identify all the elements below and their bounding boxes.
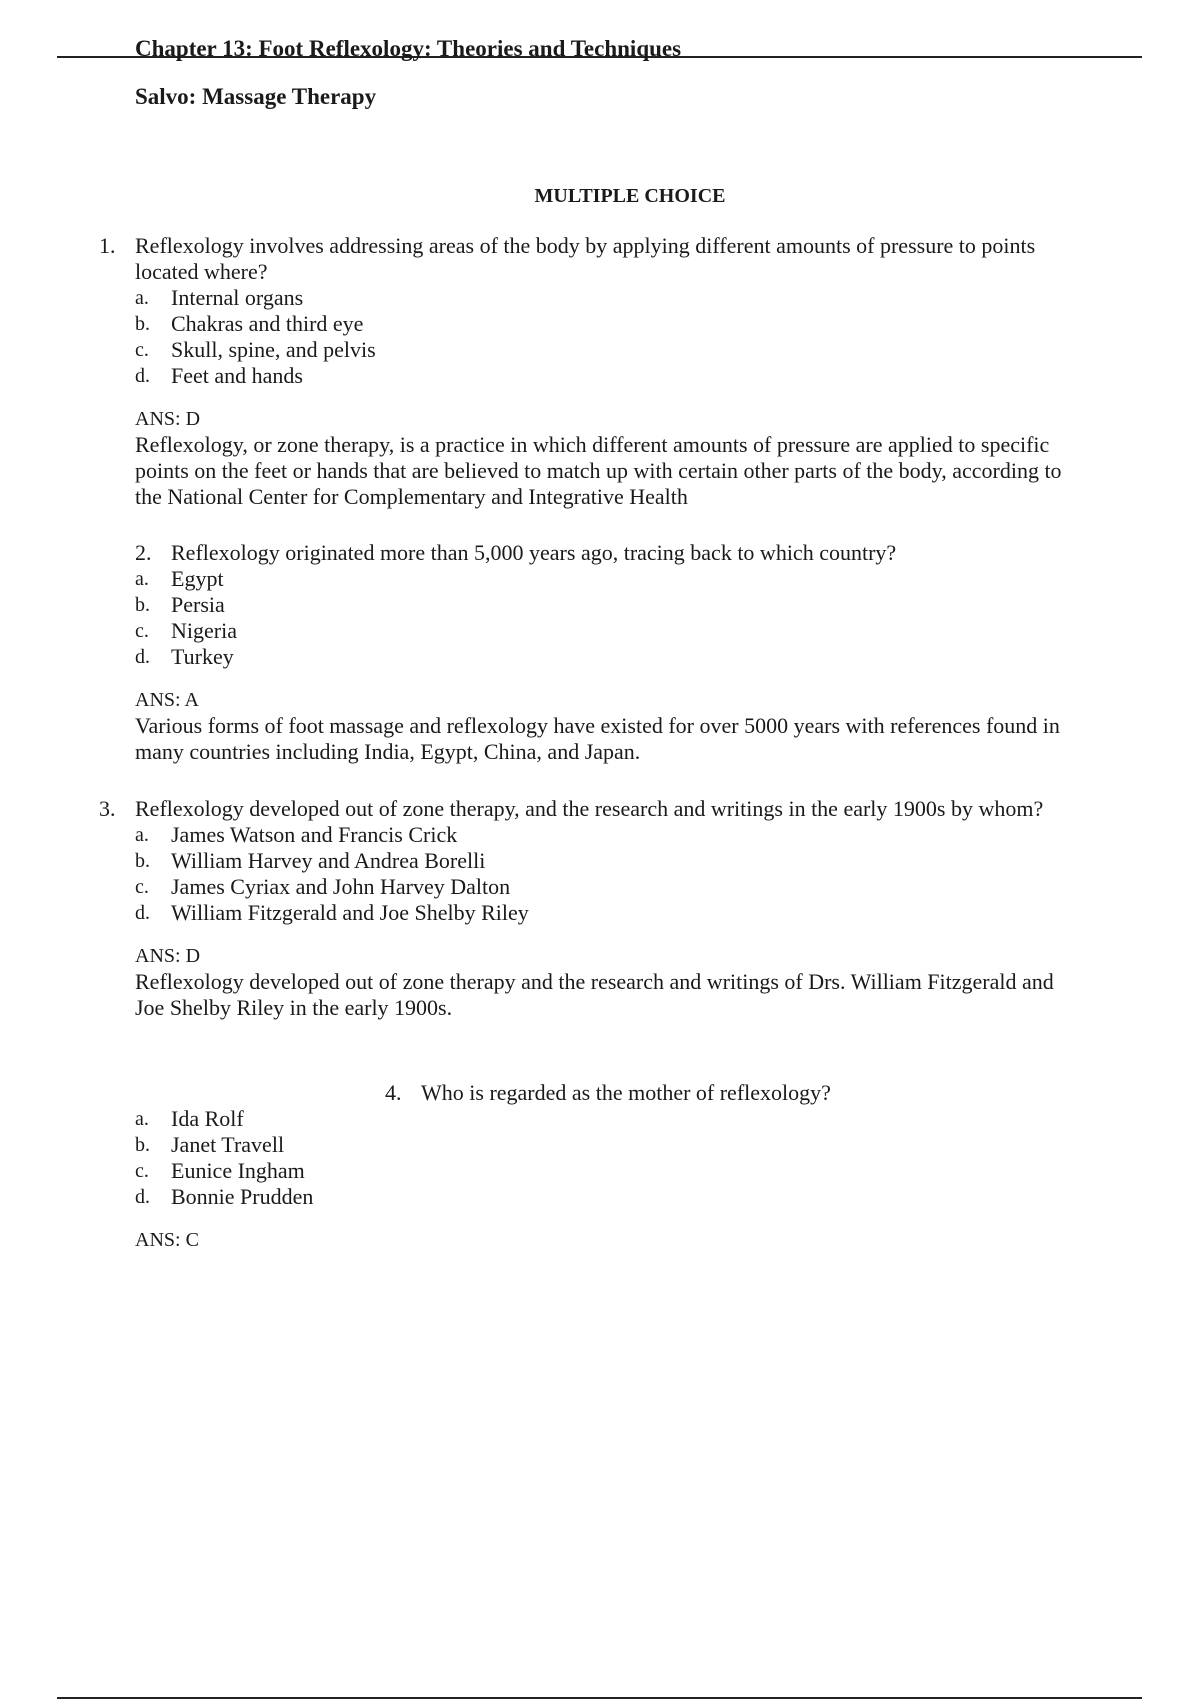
option-c xyxy=(135,618,1075,644)
option-c xyxy=(135,337,1075,363)
option-list xyxy=(135,566,1075,670)
question-number: 2. xyxy=(135,540,152,565)
option-d xyxy=(135,900,1075,926)
option-letter: a. xyxy=(135,1108,149,1130)
question-2 xyxy=(135,540,1075,765)
option-letter: c. xyxy=(135,1160,149,1182)
option-letter: a. xyxy=(135,568,149,590)
question-number: 3. xyxy=(99,796,116,821)
question-3 xyxy=(99,796,1075,1021)
option-text: William Fitzgerald and Joe Shelby Riley xyxy=(171,900,529,925)
option-b xyxy=(135,592,1075,618)
option-letter: c. xyxy=(135,339,149,361)
answer-rationale: Reflexology, or zone therapy, is a practice in which different amounts of pressure are applied to specific points on the feet or hands that are believed to match up with certain other parts of the body, according to the National Center for Complementary and Integrative Health xyxy=(135,432,1062,509)
option-text: Chakras and third eye xyxy=(171,311,364,336)
option-a xyxy=(135,822,1075,848)
option-text: Eunice Ingham xyxy=(171,1158,305,1183)
answer-rationale: Various forms of foot massage and reflexology have existed for over 5000 years with references found in many countries including India, Egypt, China, and Japan. xyxy=(135,713,1060,764)
answer-key: ANS: A xyxy=(135,689,199,711)
option-text: Nigeria xyxy=(171,618,237,643)
option-list xyxy=(135,285,1075,389)
option-letter: a. xyxy=(135,824,149,846)
option-d xyxy=(135,644,1075,670)
option-c xyxy=(135,1158,1075,1184)
option-d xyxy=(135,1184,1075,1210)
question-stem: Reflexology involves addressing areas of the body by applying different amounts of pressure to points located where? xyxy=(135,233,1036,284)
option-letter: c. xyxy=(135,876,149,898)
answer-key: ANS: C xyxy=(135,1229,199,1251)
question-4 xyxy=(135,1080,1075,1253)
option-text: Persia xyxy=(171,592,225,617)
option-letter: d. xyxy=(135,902,150,924)
footer-rule xyxy=(57,1697,1142,1699)
option-c xyxy=(135,874,1075,900)
option-letter: d. xyxy=(135,365,150,387)
question-number: 4. xyxy=(385,1080,402,1105)
option-text: Janet Travell xyxy=(171,1132,285,1157)
answer-key: ANS: D xyxy=(135,408,201,430)
option-text: Skull, spine, and pelvis xyxy=(171,337,376,362)
answer-key: ANS: D xyxy=(135,945,201,967)
question-number: 1. xyxy=(99,233,116,258)
option-letter: b. xyxy=(135,313,150,335)
option-text: Internal organs xyxy=(171,285,304,310)
option-letter: b. xyxy=(135,1134,150,1156)
option-b xyxy=(135,311,1075,337)
chapter-header xyxy=(135,36,681,62)
book-title: Salvo: Massage Therapy xyxy=(135,84,377,109)
option-text: James Watson and Francis Crick xyxy=(171,822,458,847)
option-letter: c. xyxy=(135,620,149,642)
option-a xyxy=(135,1106,1075,1132)
option-b xyxy=(135,1132,1075,1158)
option-letter: b. xyxy=(135,850,150,872)
option-list xyxy=(135,1106,1075,1210)
option-a xyxy=(135,566,1075,592)
option-text: Feet and hands xyxy=(171,363,303,388)
answer-rationale: Reflexology developed out of zone therapy and the research and writings of Drs. William Fitzgerald and Joe Shelby Riley in the early 1900s. xyxy=(135,969,1054,1020)
chapter-title: Chapter 13: Foot Reflexology: Theories and Techniques xyxy=(135,36,682,61)
option-text: William Harvey and Andrea Borelli xyxy=(171,848,486,873)
option-d xyxy=(135,363,1075,389)
option-text: James Cyriax and John Harvey Dalton xyxy=(171,874,511,899)
option-letter: d. xyxy=(135,646,150,668)
question-stem: Reflexology originated more than 5,000 years ago, tracing back to which country? xyxy=(171,540,897,565)
question-stem: Who is regarded as the mother of reflexology? xyxy=(421,1080,831,1105)
option-letter: b. xyxy=(135,594,150,616)
question-stem: Reflexology developed out of zone therapy, and the research and writings in the early 1900s by whom? xyxy=(135,796,1044,821)
option-a xyxy=(135,285,1075,311)
option-letter: a. xyxy=(135,287,149,309)
option-letter: d. xyxy=(135,1186,150,1208)
option-text: Bonnie Prudden xyxy=(171,1184,314,1209)
section-title: MULTIPLE CHOICE xyxy=(534,185,726,207)
option-text: Ida Rolf xyxy=(171,1106,244,1131)
option-b xyxy=(135,848,1075,874)
option-text: Turkey xyxy=(171,644,234,669)
question-1 xyxy=(99,233,1075,510)
option-text: Egypt xyxy=(171,566,224,591)
option-list xyxy=(135,822,1075,926)
